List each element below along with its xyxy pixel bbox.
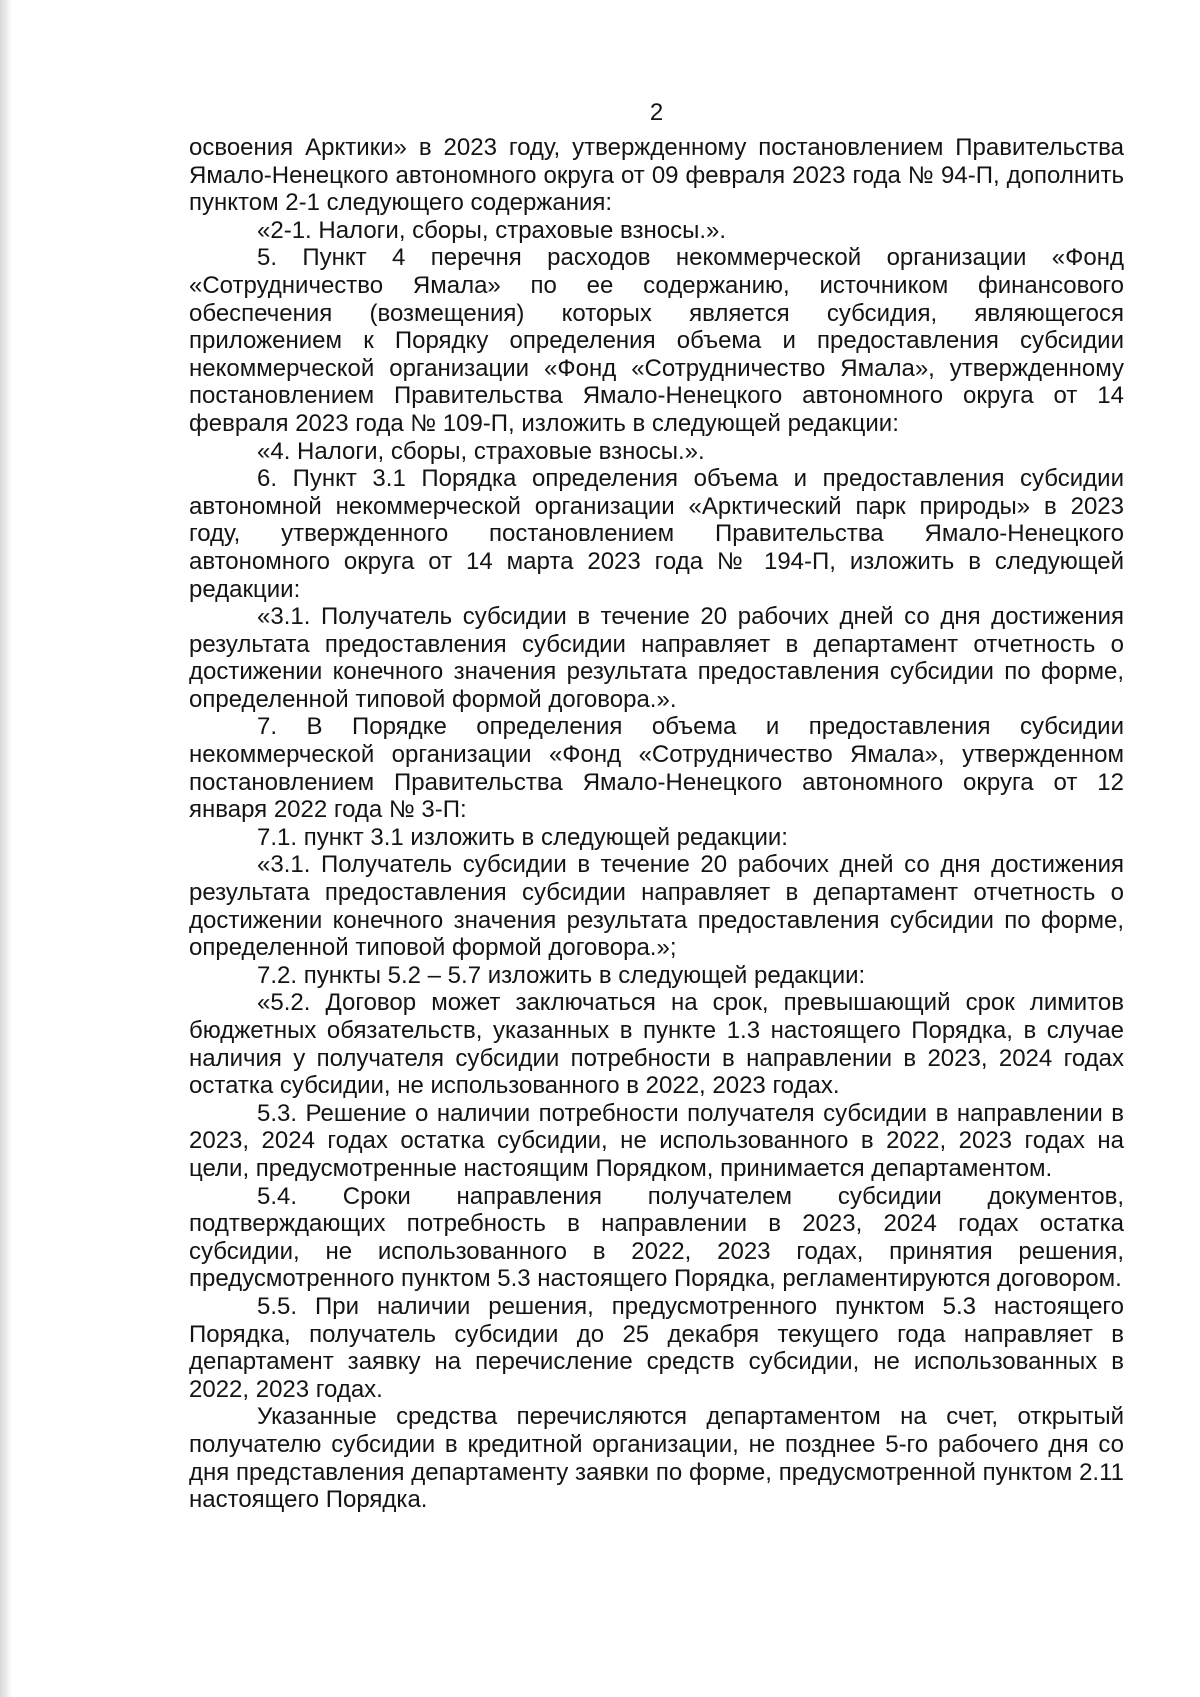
page-edge-shadow	[0, 0, 12, 1697]
paragraph-funds-transfer: Указанные средства перечисляются департаментом на счет, открытый получателю субсидии в кредитной организации, не позднее 5-го рабочего дня со дня представления департаменту заявки по форме, предусмотренной пунктом 2.11 настоящего Порядка.	[189, 1403, 1124, 1514]
paragraph-item-7-1: 7.1. пункт 3.1 изложить в следующей редакции:	[257, 823, 788, 851]
paragraph-5-5: 5.5. При наличии решения, предусмотренного пунктом 5.3 настоящего Порядка, получатель субсидии до 25 декабря текущего года направляет в департамент заявку на перечисление средств субсидии, не использованных в 2022, 2023 годах.	[189, 1292, 1124, 1403]
document-page	[189, 96, 1124, 1514]
paragraph-quote-2-1: «2-1. Налоги, сборы, страховые взносы.».	[257, 216, 726, 244]
paragraph-item-6: 6. Пункт 3.1 Порядка определения объема и предоставления субсидии автономной некоммерческой организации «Арктический парк природы» в 2023 году, утвержденного постановлением Правительства Ямало-Ненецкого автономного округа от 14 марта 2023 года № 194-П, изложить в следующей редакции:	[189, 465, 1124, 603]
paragraph-continuation: освоения Арктики» в 2023 году, утвержденному постановлением Правительства Ямало-Ненецкого автономного округа от 09 февраля 2023 года № 94-П, дополнить пунктом 2-1 следующего содержания:	[189, 134, 1124, 217]
paragraph-quote-3-1-a: «3.1. Получатель субсидии в течение 20 рабочих дней со дня достижения результата предоставления субсидии направляет в департамент отчетность о достижении конечного значения результата предоставления субсидии по форме, определенной типовой формой договора.».	[189, 603, 1124, 713]
paragraph-5-4: 5.4. Сроки направления получателем субсидии документов, подтверждающих потребность в направлении в 2023, 2024 годах остатка субсидии, не использованного в 2022, 2023 годах, принятия решения, предусмотренного пунктом 5.3 настоящего Порядка, регламентируются договором.	[189, 1182, 1124, 1293]
paragraph-quote-5-2: «5.2. Договор может заключаться на срок, превышающий срок лимитов бюджетных обязательств, указанных в пункте 1.3 настоящего Порядка, в случае наличия у получателя субсидии потребности в направлении в 2023, 2024 годах остатка субсидии, не использованного в 2022, 2023 годах.	[189, 989, 1124, 1100]
paragraph-quote-4: «4. Налоги, сборы, страховые взносы.».	[257, 437, 705, 465]
paragraph-5-3: 5.3. Решение о наличии потребности получателя субсидии в направлении в 2023, 2024 годах остатка субсидии, не использованного в 2022, 2023 годах на цели, предусмотренные настоящим Порядком, принимается департаментом.	[189, 1099, 1124, 1182]
paragraph-item-7: 7. В Порядке определения объема и предоставления субсидии некоммерческой организации «Фонд «Сотрудничество Ямала», утвержденном постановлением Правительства Ямало-Ненецкого автономного округа от 12 января 2022 года № 3-П:	[189, 713, 1124, 824]
paragraph-quote-3-1-b: «3.1. Получатель субсидии в течение 20 рабочих дней со дня достижения результата предоставления субсидии направляет в департамент отчетность о достижении конечного значения результата предоставления субсидии по форме, определенной типовой формой договора.»;	[189, 851, 1124, 962]
paragraph-item-5: 5. Пункт 4 перечня расходов некоммерческой организации «Фонд «Сотрудничество Ямала» по ее содержанию, источником финансового обеспечения (возмещения) которых является субсидия, являющегося приложением к Порядку определения объема и предоставления субсидии некоммерческой организации «Фонд «Сотрудничество Ямала», утвержденному постановлением Правительства Ямало-Ненецкого автономного округа от 14 февраля 2023 года № 109-П, изложить в следующей редакции:	[189, 244, 1124, 437]
paragraph-item-7-2: 7.2. пункты 5.2 – 5.7 изложить в следующей редакции:	[257, 961, 866, 989]
page-number: 2	[649, 99, 664, 126]
